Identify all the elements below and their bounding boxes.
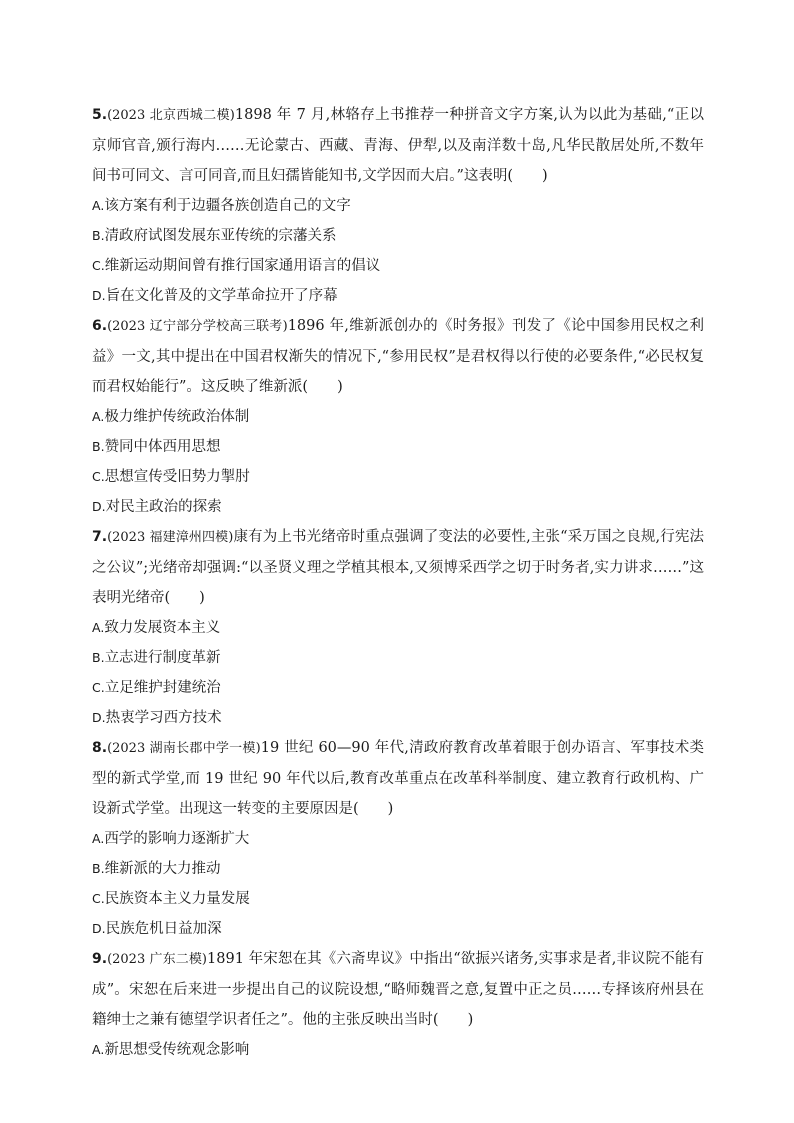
question-source: (2023 福建漳州四模)	[107, 530, 234, 545]
option-text: 赞同中体西用思想	[104, 439, 221, 455]
answer-option	[92, 613, 704, 643]
answer-option	[92, 251, 704, 281]
question-6	[92, 311, 704, 522]
question-stem	[92, 311, 704, 402]
answer-option	[92, 914, 704, 944]
option-letter: D.	[92, 288, 106, 303]
option-letter: C.	[92, 680, 105, 695]
option-letter: B.	[92, 861, 105, 876]
answer-option	[92, 673, 704, 703]
option-text: 致力发展资本主义	[104, 620, 221, 636]
answer-option	[92, 824, 704, 854]
answer-option	[92, 643, 704, 673]
option-letter: A.	[92, 198, 105, 213]
question-7	[92, 522, 704, 733]
option-text: 对民主政治的探索	[105, 499, 222, 515]
answer-option	[92, 432, 704, 462]
question-number: 8.	[92, 740, 108, 756]
option-letter: A.	[92, 1042, 105, 1057]
option-text: 西学的影响力逐渐扩大	[104, 831, 250, 847]
question-number: 5.	[92, 107, 108, 123]
option-letter: B.	[92, 439, 105, 454]
question-8	[92, 733, 704, 944]
answer-option	[92, 462, 704, 492]
question-source: (2023 辽宁部分学校高三联考)	[107, 319, 288, 334]
question-stem	[92, 522, 704, 613]
option-text: 极力维护传统政治体制	[104, 409, 250, 425]
option-text: 热衷学习西方技术	[105, 710, 222, 726]
option-text: 思想宣传受旧势力掣肘	[104, 469, 250, 485]
question-stem	[92, 944, 704, 1035]
option-text: 旨在文化普及的文学革命拉开了序幕	[105, 288, 338, 304]
option-text: 立志进行制度革新	[104, 650, 221, 666]
answer-option	[92, 191, 704, 221]
option-text: 该方案有利于边疆各族创造自己的文字	[104, 198, 351, 214]
option-text: 清政府试图发展东亚传统的宗藩关系	[104, 228, 337, 244]
answer-option	[92, 221, 704, 251]
question-text: 康有为上书光绪帝时重点强调了变法的必要性,主张“采万国之良规,行宪法之公议”;光绪帝却强调:“以圣贤义理之学植其根本,又须博采西学之切于时务者,实力讲求……”这表明光绪帝( )	[92, 529, 704, 606]
option-text: 立足维护封建统治	[104, 680, 221, 696]
option-letter: A.	[92, 409, 105, 424]
answer-option	[92, 854, 704, 884]
option-letter: D.	[92, 921, 106, 936]
question-source: (2023 湖南长郡中学一模)	[107, 741, 261, 756]
option-letter: B.	[92, 650, 105, 665]
option-letter: C.	[92, 891, 105, 906]
question-5	[92, 100, 704, 311]
answer-option	[92, 492, 704, 522]
option-text: 民族资本主义力量发展	[104, 891, 250, 907]
question-source: (2023 北京西城二模)	[107, 108, 235, 123]
option-text: 维新运动期间曾有推行国家通用语言的倡议	[104, 258, 381, 274]
answer-option	[92, 703, 704, 733]
option-text: 新思想受传统观念影响	[104, 1042, 250, 1058]
option-letter: A.	[92, 620, 105, 635]
question-text: 1896 年,维新派创办的《时务报》刊发了《论中国参用民权之利益》一文,其中提出在中国君权渐失的情况下,“参用民权”是君权得以行使的必要条件,“必民权复而君权始能行”。这反映了维新派( )	[92, 318, 704, 395]
question-source: (2023 广东二模)	[107, 952, 208, 967]
answer-option	[92, 884, 704, 914]
option-letter: D.	[92, 710, 106, 725]
option-letter: A.	[92, 831, 105, 846]
question-9	[92, 944, 704, 1065]
option-letter: D.	[92, 499, 106, 514]
answer-option	[92, 281, 704, 311]
answer-option	[92, 402, 704, 432]
question-number: 9.	[92, 951, 108, 967]
option-letter: C.	[92, 469, 105, 484]
option-text: 维新派的大力推动	[104, 861, 221, 877]
option-text: 民族危机日益加深	[105, 921, 222, 937]
option-letter: B.	[92, 228, 105, 243]
question-text: 19 世纪 60—90 年代,清政府教育改革着眼于创办语言、军事技术类型的新式学堂,而 19 世纪 90 年代以后,教育改革重点在改革科举制度、建立教育行政机构、广设新式学堂。出现这一转变的主要原因是( )	[92, 740, 704, 817]
question-stem	[92, 100, 704, 191]
question-stem	[92, 733, 704, 824]
question-number: 6.	[92, 318, 108, 334]
question-number: 7.	[92, 529, 108, 545]
question-text: 1891 年宋恕在其《六斋卑议》中指出“欲振兴诸务,实事求是者,非议院不能有成”。宋恕在后来进一步提出自己的议院设想,“略师魏晋之意,复置中正之员……专择该府州县在籍绅士之兼有德望学识者任之”。他的主张反映出当时( )	[92, 951, 704, 1028]
option-letter: C.	[92, 258, 105, 273]
question-list	[92, 100, 704, 1065]
question-text: 1898 年 7 月,林辂存上书推荐一种拼音文字方案,认为以此为基础,“正以京师官音,颁行海内……无论蒙古、西藏、青海、伊犁,以及南洋数十岛,凡华民散居处所,不数年间书可同文、言可同音,而且妇孺皆能知书,文学因而大启。”这表明( )	[92, 107, 704, 184]
answer-option	[92, 1035, 704, 1065]
